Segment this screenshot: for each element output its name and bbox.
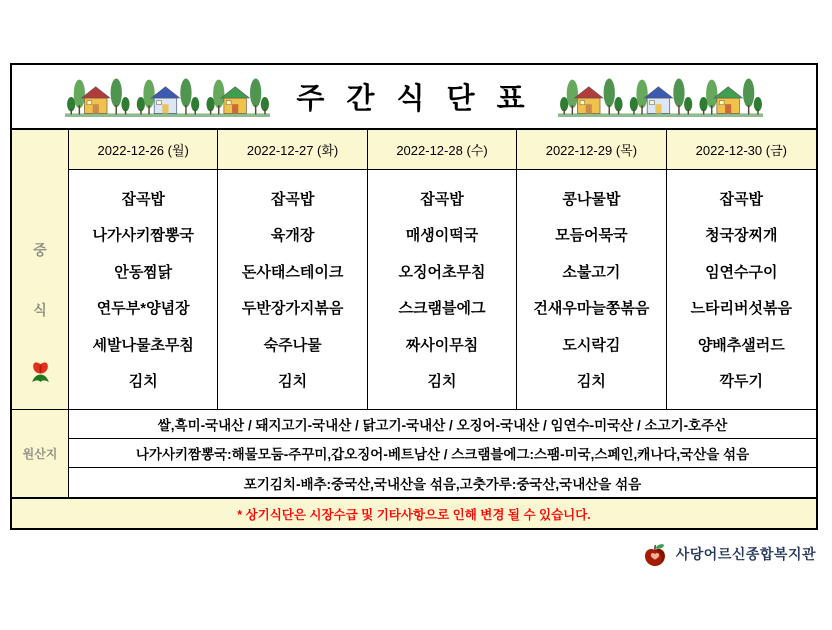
menu-cell-wed: [368, 170, 517, 410]
menu-item: 잡곡밥: [420, 190, 464, 208]
meal-label-char-2: 식: [33, 302, 47, 318]
date-header-fri: 2022-12-30 (금): [667, 130, 816, 170]
menu-item: 육개장: [270, 227, 315, 245]
menu-cell-tue: [218, 170, 367, 410]
menu-item: 숙주나물: [263, 336, 322, 354]
weekly-menu-table: [10, 63, 818, 530]
apple-heart-icon: [643, 541, 667, 567]
menu-item: 모듬어묵국: [555, 227, 628, 245]
organization-name: 사당어르신종합복지관: [675, 546, 816, 562]
menu-item: 오징어초무침: [398, 263, 486, 281]
menu-item: 느타리버섯볶음: [690, 300, 792, 318]
menu-item: 스크램블에그: [398, 300, 486, 318]
houses-trees-icon: [65, 75, 270, 119]
origin-row-2: 나가사키짬뽕국:해물모둠-주꾸미,갑오징어-베트남산 / 스크램블에그:스팸-미국,스페인,캐나다,국산을 섞음: [69, 439, 816, 468]
menu-item: 건새우마늘쫑볶음: [533, 300, 650, 318]
menu-item: 매생이떡국: [405, 227, 479, 245]
change-notice: * 상기식단은 시장수급 및 기타사항으로 인해 변경 될 수 있습니다.: [12, 497, 816, 528]
menu-cell-thu: [517, 170, 666, 410]
meal-label: [12, 170, 68, 410]
meal-label-char-1: 중: [33, 242, 47, 258]
meal-label-cell: [12, 130, 69, 410]
menu-item: 김치: [278, 373, 308, 391]
menu-item: 잡곡밥: [719, 190, 764, 208]
menu-item: 안동찜닭: [114, 263, 173, 281]
menu-cell-fri: [667, 170, 816, 410]
date-header-mon: 2022-12-26 (월): [69, 130, 218, 170]
menu-item: 깍두기: [719, 373, 764, 391]
date-header-thu: 2022-12-29 (목): [517, 130, 666, 170]
menu-item: 도시락김: [562, 336, 621, 354]
menu-item: 세발나물초무침: [92, 336, 194, 354]
menu-item: 연두부*양념장: [96, 300, 190, 318]
date-header-wed: 2022-12-28 (수): [368, 130, 517, 170]
origin-row-1: 쌀,흑미-국내산 / 돼지고기-국내산 / 닭고기-국내산 / 오징어-국내산 / 임연수-미국산 / 소고기-호주산: [69, 410, 816, 439]
title-row: [12, 65, 816, 130]
menu-item: 짜사이무침: [405, 336, 479, 354]
menu-item: 청국장찌개: [705, 227, 778, 245]
menu-item: 김치: [128, 373, 158, 391]
origin-label: 원산지: [12, 410, 69, 497]
date-header-tue: 2022-12-27 (화): [218, 130, 367, 170]
menu-item: 김치: [427, 373, 457, 391]
menu-item: 소불고기: [562, 263, 621, 281]
menu-item: 콩나물밥: [562, 190, 621, 208]
menu-item: 임연수구이: [705, 263, 778, 281]
menu-cell-mon: [69, 170, 218, 410]
menu-item: 잡곡밥: [121, 190, 165, 208]
menu-item: 나가사키짬뽕국: [92, 227, 194, 245]
menu-item: 잡곡밥: [270, 190, 315, 208]
origin-row-3: 포기김치-배추:중국산,국내산을 섞음,고춧가루:중국산,국내산을 섞음: [69, 468, 816, 497]
footer-logo: [643, 541, 816, 567]
tulip-icon: [31, 360, 50, 383]
menu-item: 두반장가지볶음: [241, 300, 344, 318]
houses-trees-icon: [558, 75, 763, 119]
page-title: 주 간 식 단 표: [296, 83, 532, 115]
menu-item: 양배추샐러드: [697, 336, 785, 354]
menu-item: 돈사태스테이크: [241, 263, 344, 281]
menu-item: 김치: [576, 373, 606, 391]
